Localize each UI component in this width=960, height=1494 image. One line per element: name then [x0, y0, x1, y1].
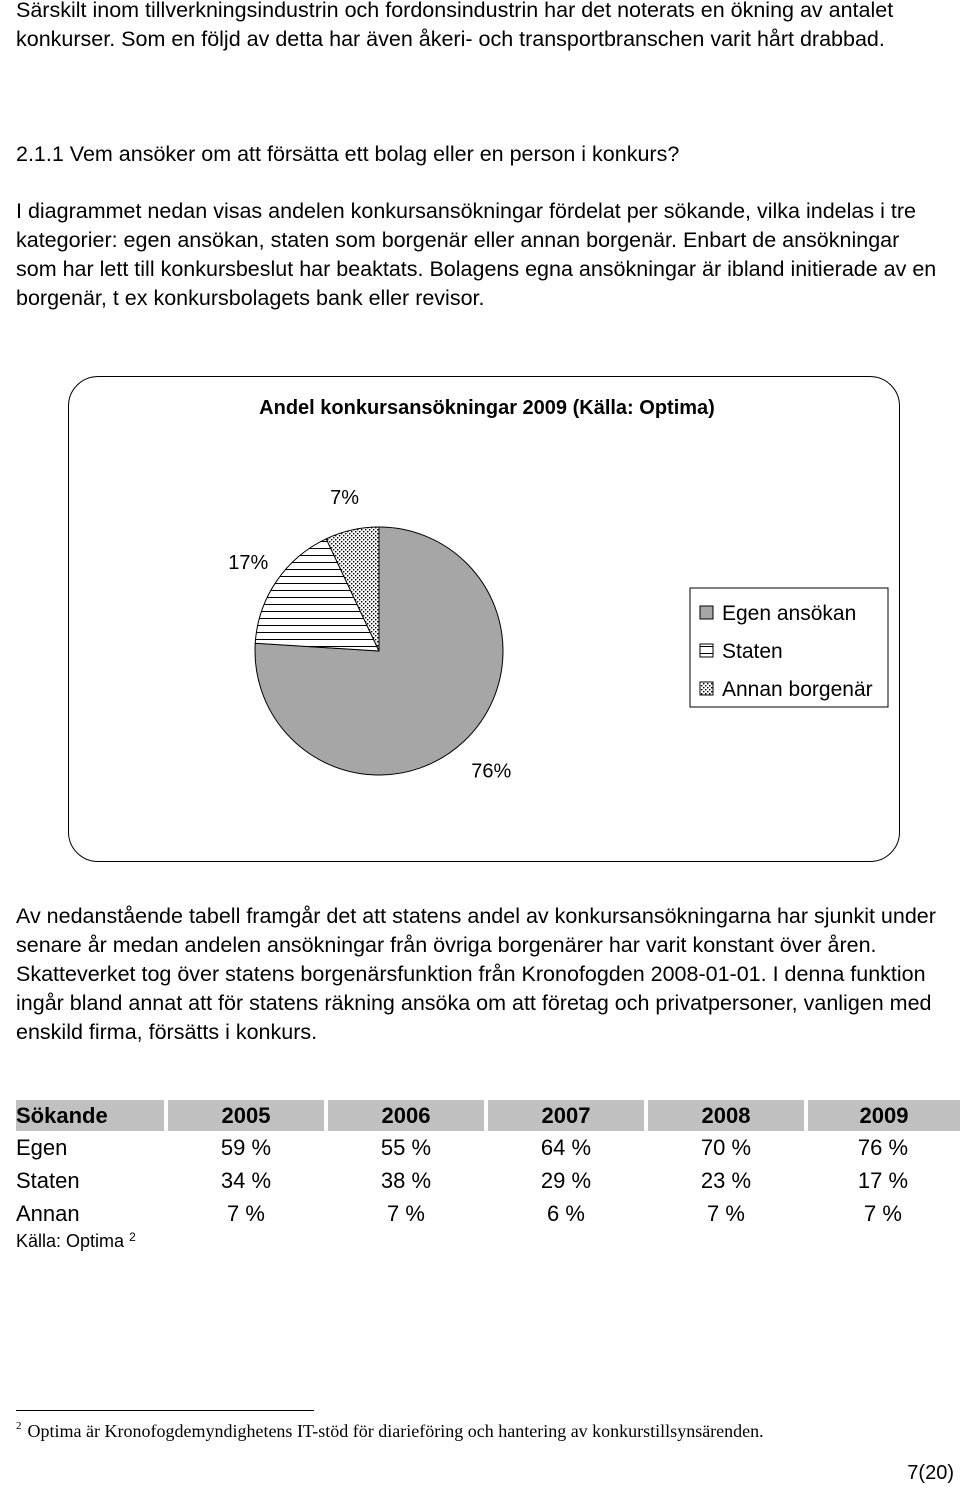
slice-label: 17% — [228, 552, 269, 575]
legend-swatch — [700, 644, 713, 657]
applicant-share-table — [16, 1100, 960, 1230]
table-header-cell: 2008 — [646, 1100, 806, 1131]
table-row — [16, 1131, 960, 1164]
legend-swatch — [700, 606, 713, 619]
table-cell: Egen — [16, 1134, 68, 1160]
legend-label: Staten — [722, 640, 783, 663]
legend-label: Egen ansökan — [722, 602, 857, 625]
table-row — [16, 1164, 960, 1197]
table-cell: 6 % — [547, 1200, 585, 1226]
table-header-cell: 2005 — [166, 1100, 326, 1131]
table-cell: Staten — [16, 1167, 80, 1193]
table-cell: 70 % — [700, 1134, 752, 1160]
table-source-text: Källa: Optima — [16, 1231, 125, 1251]
footnote-text: Optima är Kronofogdemyndighetens IT-stöd för diarieföring och hantering av konkurstillsynsärenden. — [27, 1421, 764, 1441]
legend — [690, 588, 888, 707]
slice-label: 76% — [471, 760, 512, 783]
table-cell: 29 % — [540, 1167, 592, 1193]
table-description-paragraph: Av nedanstående tabell framgår det att statens andel av konkursansökningarna har sjunkit under senare år medan andelen ansökningar från övriga borgenärer har varit konstant över åren. Skatteverket tog över statens borgenärsfunktion från Kronofogden 2008-01-01. I denna funktion ingår bland annat att för statens räkning ansöka om att företag och privatpersoner, vanligen med enskild firma, försätts i konkurs. — [16, 904, 936, 1044]
footnote-number: 2 — [16, 1420, 22, 1432]
table-cell: 34 % — [220, 1167, 272, 1193]
table-row — [16, 1197, 960, 1230]
pie-chart — [69, 377, 901, 863]
slice-label: 7% — [330, 486, 359, 509]
table-header-cell: 2009 — [806, 1100, 960, 1131]
table-source — [16, 1230, 136, 1252]
pie-chart-frame — [68, 376, 900, 862]
table-cell: 76 % — [857, 1134, 909, 1160]
table-cell: 64 % — [540, 1134, 592, 1160]
chart-description-paragraph: I diagrammet nedan visas andelen konkursansökningar fördelat per sökande, vilka indelas i tre kategorier: egen ansökan, staten som borgenär eller annan borgenär. Enbart de ansökningar som har lett till konkursbeslut har beaktats. Bolagens egna ansökningar är ibland initierade av en borgenär, t ex konkursbolagets bank eller revisor. — [16, 199, 937, 310]
section-heading: 2.1.1 Vem ansöker om att försätta ett bolag eller en person i konkurs? — [16, 142, 680, 166]
table-header-cell: 2007 — [486, 1100, 646, 1131]
table-cell: 17 % — [857, 1167, 909, 1193]
legend-swatch — [700, 682, 713, 695]
footnote-divider — [16, 1410, 314, 1411]
table-cell: 23 % — [700, 1167, 752, 1193]
chart-title: Andel konkursansökningar 2009 (Källa: Optima) — [259, 397, 715, 419]
table-cell: 7 % — [707, 1200, 745, 1226]
table-cell: 55 % — [380, 1134, 432, 1160]
table-cell: 7 % — [387, 1200, 425, 1226]
table-header-cell: Sökande — [16, 1100, 166, 1131]
table-cell: Annan — [16, 1200, 80, 1226]
table-cell: 7 % — [864, 1200, 902, 1226]
table-header-cell: 2006 — [326, 1100, 486, 1131]
footnote — [16, 1420, 764, 1442]
legend-label: Annan borgenär — [722, 678, 873, 701]
table-cell: 38 % — [380, 1167, 432, 1193]
table-cell: 59 % — [220, 1134, 272, 1160]
footnote-reference[interactable]: 2 — [129, 1230, 136, 1244]
page-number: 7(20) — [907, 1462, 954, 1484]
table-header-row — [16, 1100, 960, 1131]
intro-paragraph: Särskilt inom tillverkningsindustrin och fordonsindustrin har det noterats en ökning av antalet konkurser. Som en följd av detta har även åkeri- och transportbranschen varit hårt drabbad. — [16, 0, 894, 51]
table-cell: 7 % — [227, 1200, 265, 1226]
